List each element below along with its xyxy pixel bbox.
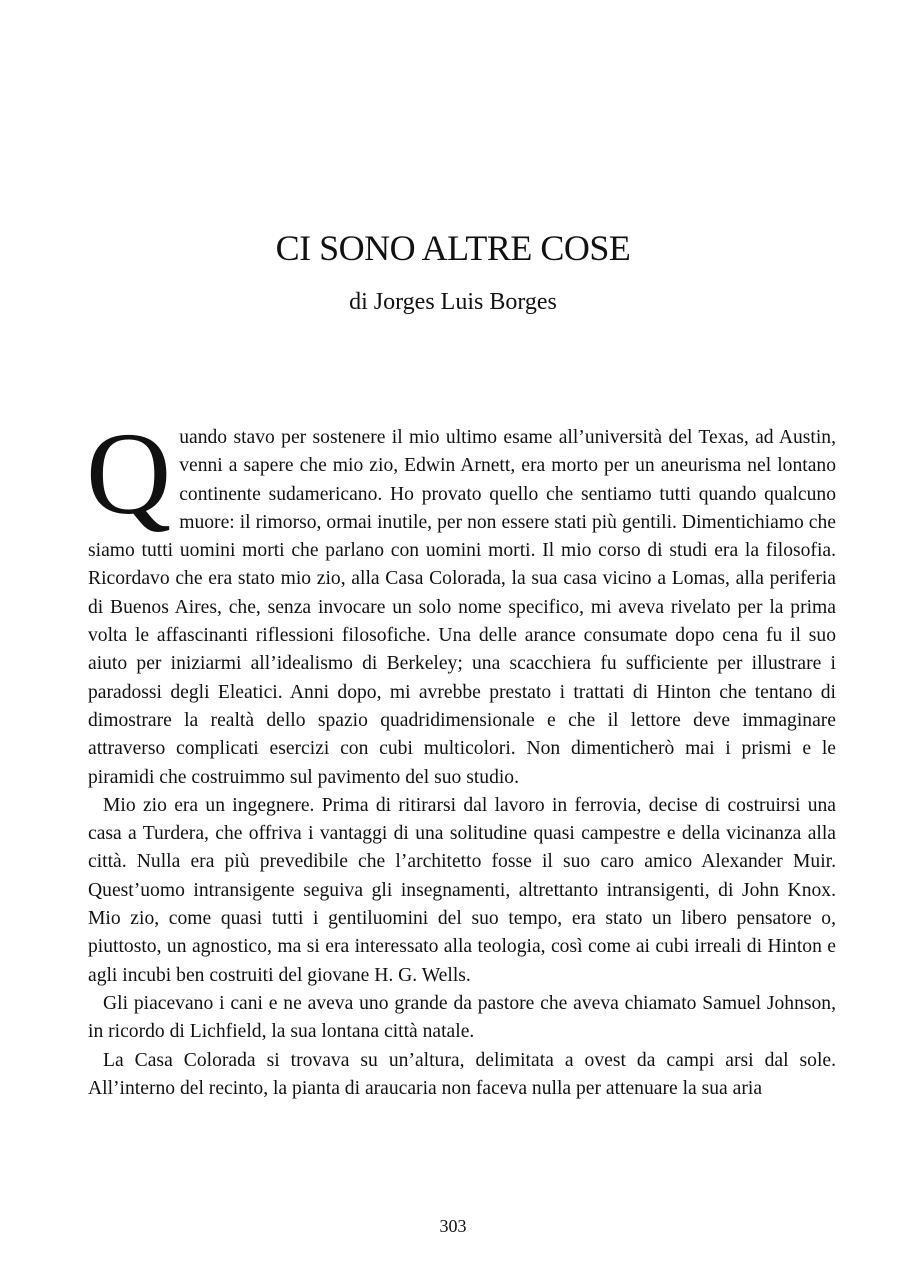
chapter-title: CI SONO ALTRE COSE	[275, 228, 631, 268]
paragraph-1	[86, 408, 836, 792]
paragraph-1-text: uando stavo per sostenere il mio ultimo esame all’università del Texas, ad Austin, venni a sapere che mio zio, Edwin Arnett, era morto per un aneurisma nel lontano continente sudamericano. Ho provato quello che sentiamo tutti quando qualcuno muore: il rimorso, ormai inutile, per non essere stati più gentili. Dimentichiamo che siamo tutti uomini morti che parlano con uomini morti. Il mio corso di studi era la filosofia. Ricordavo che era stato mio zio, alla Casa Colorada, la sua casa vicino a Lomas, alla periferia di Buenos Aires, che, senza invocare un solo nome specifico, mi aveva rivelato per la prima volta le affascinanti riflessioni filosofiche. Una delle arance consumate dopo cena fu il suo aiuto per iniziarmi all’idealismo di Berkeley; una scacchiera fu sufficiente per illustrare i paradossi degli Eleatici. Anni dopo, mi avrebbe prestato i trattati di Hinton che tentano di dimostrare la realtà dello spazio quadridimensionale e che il lettore deve immaginare attraverso complicati esercizi con cubi multicolori. Non dimenticherò mai i prismi e le piramidi che costruimmo sul pavimento del suo studio.	[88, 427, 836, 788]
paragraph-4: La Casa Colorada si trovava su un’altura, delimitata a ovest da campi arsi dal sole. All’interno del recinto, la pianta di araucaria non faceva nulla per attenuare la sua aria	[88, 1049, 836, 1099]
page-number: 303	[439, 1216, 467, 1236]
author-byline: di Jorges Luis Borges	[349, 289, 557, 315]
drop-cap-initial: Q	[86, 408, 172, 539]
paragraph-3: Gli piacevano i cani e ne aveva uno grande da pastore che aveva chiamato Samuel Johnson, in ricordo di Lichfield, la sua lontana città natale.	[88, 992, 836, 1043]
paragraph-2: Mio zio era un ingegnere. Prima di ritirarsi dal lavoro in ferrovia, decise di costruirsi una casa a Turdera, che offriva i vantaggi di una solitudine quasi campestre e della vicinanza alla città. Nulla era più prevedibile che l’architetto fosse il suo caro amico Alexander Muir. Quest’uomo intransigente seguiva gli insegnamenti, altrettanto intransigenti, di John Knox. Mio zio, come quasi tutti i gentiluomini del suo tempo, era stato un libero pensatore o, piuttosto, un agnostico, ma si era interessato alla teologia, così come ai cubi irreali di Hinton e agli incubi ben costruiti del giovane H. G. Wells.	[88, 794, 836, 986]
chapter-body	[86, 408, 836, 1103]
